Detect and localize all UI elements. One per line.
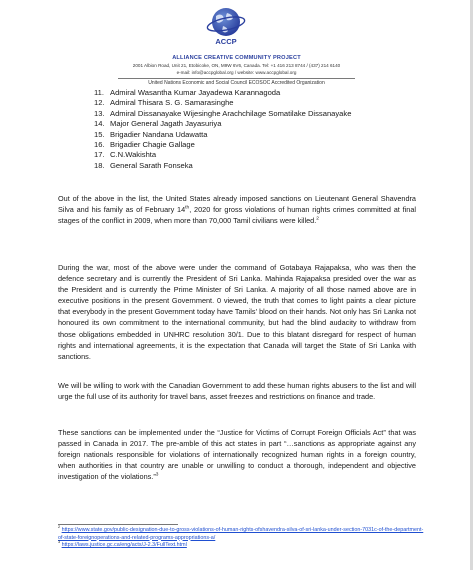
list-item-number: 17.	[94, 150, 105, 160]
list-item	[94, 140, 351, 150]
footnote-divider	[58, 524, 178, 525]
footnotes	[58, 527, 428, 550]
list-item-number: 12.	[94, 98, 105, 108]
paragraph-justice-act: These sanctions can be implemented under the “Justice for Victims of Corrupt Foreign Officials Act” that was passed in Canada in 2017. The pre-amble of this act states in part “…sanctions as appropriate against any foreign nationals responsible for violations of internationally recognized human rights in a foreign country, when authorities in that country are unable or unwilling to conduct a thorough, independent and objective investigation of the violations.”$^3$	[58, 428, 416, 482]
footnote	[58, 542, 428, 550]
footnote-link[interactable]: https://laws.justice.gc.ca/eng/acts/J-2.3/FullText.html	[61, 542, 187, 549]
list-item-number: 11.	[94, 88, 104, 97]
paragraph-sanctions-us: Out of the above in the list, the United States already imposed sanctions on Lieutenant General Shavendra Silva and his family as of February 14th, 2020 for gross violations of human rights crimes committed at final stages of the conflict in 2009, when more than 70,000 Tamil civilians were killed.$^2$	[58, 194, 417, 226]
footnote-number: 2	[58, 525, 61, 530]
footnote-ref[interactable]: 3	[155, 472, 159, 478]
footnote-ref[interactable]: 2	[316, 216, 319, 222]
organization-contact: e-mail: info@accpglobal.org / website: www.accpglobal.org	[176, 70, 297, 75]
letterhead-divider	[118, 78, 355, 79]
list-item	[94, 109, 351, 119]
officials-list	[94, 88, 351, 171]
list-item-text: General Sarath Fonseka	[110, 160, 193, 170]
logo-text: ACCP	[215, 37, 237, 46]
organization-address: 2001 Albion Road, Unit 21, Etobicoke, ON, M9W 6V6, Canada. Tel: +1 416 213 8744 / (437) 214 6140	[132, 63, 341, 68]
organization-name: ALLIANCE CREATIVE COMMUNITY PROJECT	[172, 55, 301, 61]
list-item	[94, 150, 351, 160]
accp-globe-logo	[205, 4, 247, 46]
list-item-number: 18.	[94, 160, 105, 170]
list-item-text: Admiral Thisara S. G. Samarasinghe	[110, 98, 234, 108]
list-item-number: 14.	[94, 119, 105, 129]
ordinal-suffix: th	[185, 205, 190, 211]
list-item-number: 16.	[94, 140, 105, 150]
list-item-number: 15.	[94, 129, 105, 139]
paragraph-war-command: During the war, most of the above were under the command of Gotabaya Rajapaksa, who was then the defence secretary and is currently the President of Sri Lanka. Mahinda Rajapaksa presided over the war as the President and is currently the Prime Minister of Sri Lanka. A majority of all those named above are in executive positions in the present Government. 0 viewed, the truth that comes to light paints a clear picture that everybody in the present Government today have Tamils' blood on their hands. Not only has Sri Lanka not honoured its own commitment to the international community, but had the blind audacity to withdraw from those obligations embedded in UNHRC resolution 30/1. Due to this blatant disregard for respect of human rights and international agreements, it is the expectation that Canada will target the State of Sri Lanka with sanctions.	[58, 263, 416, 361]
footnote	[58, 525, 428, 545]
footnote-number: 3	[58, 540, 61, 545]
list-item	[94, 130, 351, 140]
footnote-link[interactable]: https://www.state.gov/public-designation-due-to-gross-violations-of-human-rights-ofshavendra-silva-of-sri-lanka-under-section-7031c-of-the-department-of-state-foreignoperations-and-related-programs-appropriations-a/	[58, 527, 424, 541]
list-item-text: Brigadier Chagie Gallage	[110, 140, 195, 150]
accreditation-line: United Nations Economic and Social Council ECOSOC Accredited Organization	[148, 80, 325, 86]
paragraph-willingness: We will be willing to work with the Canadian Government to add these human rights abusers to the list and will urge the full use of its authority for travel bans, asset freezes and restrictions on finance and trade.	[58, 381, 416, 402]
list-item	[94, 98, 351, 108]
list-item-text: C.N.Wakishta	[110, 150, 157, 160]
list-item	[94, 88, 351, 98]
list-item-number: 13.	[94, 108, 105, 118]
list-item-text: Admiral Wasantha Kumar Jayadewa Karannagoda	[110, 88, 281, 97]
list-item	[94, 119, 351, 129]
list-item	[94, 161, 351, 171]
list-item-text: Major General Jagath Jayasuriya	[110, 119, 222, 129]
list-item-text: Brigadier Nandana Udawatta	[110, 129, 208, 139]
list-item-text: Admiral Dissanayake Wijesinghe Arachchilage Somatilake Dissanayake	[110, 108, 352, 118]
